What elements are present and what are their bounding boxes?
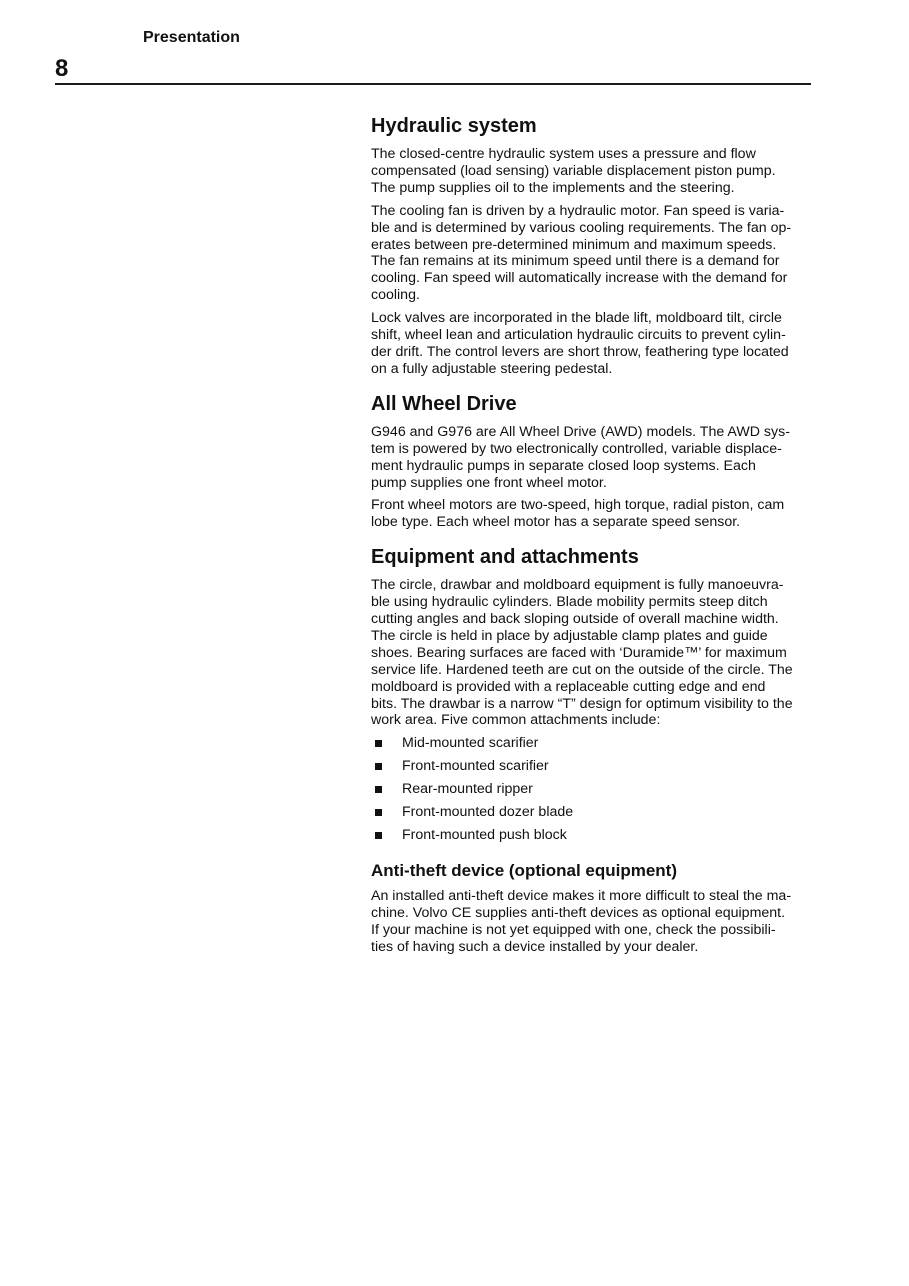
- text-line: lobe type. Each wheel motor has a separate speed sensor.: [371, 514, 741, 531]
- running-head: Presentation: [143, 29, 240, 46]
- text-line: chine. Volvo CE supplies anti-theft devices as optional equipment.: [371, 904, 786, 921]
- list-item: [371, 781, 821, 798]
- text-line: Front wheel motors are two-speed, high torque, radial piston, cam: [371, 497, 785, 514]
- list-item: [371, 758, 821, 775]
- main-column: [371, 114, 821, 970]
- list-item: [371, 827, 821, 844]
- header-rule: [55, 83, 811, 85]
- text-line: shift, wheel lean and articulation hydraulic circuits to prevent cylin-: [371, 327, 786, 344]
- paragraph: [371, 310, 821, 378]
- section-title: Equipment and attachments: [371, 546, 639, 569]
- paragraph: [371, 577, 821, 729]
- text-line: compensated (load sensing) variable displacement piston pump.: [371, 162, 776, 179]
- text-line: work area. Five common attachments include:: [371, 712, 661, 729]
- square-bullet-icon: [375, 740, 382, 747]
- section-hydraulic-system: [371, 114, 821, 378]
- paragraph: [371, 146, 821, 197]
- text-line: der drift. The control levers are short throw, feathering type located: [371, 343, 789, 360]
- text-line: tem is powered by two electronically controlled, variable displace-: [371, 440, 782, 457]
- list-item-text: Front-mounted scarifier: [402, 758, 549, 775]
- text-line: pump supplies one front wheel motor.: [371, 474, 607, 491]
- paragraph: [371, 424, 821, 492]
- paragraph: [371, 497, 821, 531]
- square-bullet-icon: [375, 763, 382, 770]
- text-line: ble and is determined by various cooling requirements. The fan op-: [371, 219, 792, 236]
- paragraph: [371, 888, 821, 956]
- square-bullet-icon: [375, 809, 382, 816]
- text-line: G946 and G976 are All Wheel Drive (AWD) models. The AWD sys-: [371, 423, 790, 440]
- text-line: The pump supplies oil to the implements and the steering.: [371, 179, 735, 196]
- text-line: cutting angles and back sloping outside of overall machine width.: [371, 611, 779, 628]
- list-item-text: Front-mounted push block: [402, 827, 567, 843]
- section-anti-theft-device: [371, 860, 821, 956]
- text-line: ties of having such a device installed by your dealer.: [371, 938, 699, 955]
- list-item: [371, 804, 821, 821]
- section-all-wheel-drive: [371, 392, 821, 531]
- square-bullet-icon: [375, 786, 382, 793]
- page-number: 8: [55, 55, 69, 82]
- section-equipment-and-attachments: [371, 545, 821, 844]
- attachments-list: [371, 735, 821, 844]
- section-title: All Wheel Drive: [371, 392, 517, 415]
- text-line: The circle, drawbar and moldboard equipment is fully manoeuvra-: [371, 577, 784, 594]
- text-line: on a fully adjustable steering pedestal.: [371, 360, 613, 377]
- text-line: Lock valves are incorporated in the blade lift, moldboard tilt, circle: [371, 310, 782, 327]
- paragraph: [371, 203, 821, 304]
- text-line: The cooling fan is driven by a hydraulic motor. Fan speed is varia-: [371, 202, 785, 219]
- text-line: The circle is held in place by adjustable clamp plates and guide: [371, 627, 768, 644]
- text-line: bits. The drawbar is a narrow “T” design for optimum visibility to the: [371, 695, 793, 712]
- text-line: cooling.: [371, 287, 420, 304]
- list-item-text: Rear-mounted ripper: [402, 781, 533, 798]
- text-line: ment hydraulic pumps in separate closed loop systems. Each: [371, 457, 756, 474]
- text-line: service life. Hardened teeth are cut on the outside of the circle. The: [371, 661, 793, 678]
- text-line: cooling. Fan speed will automatically increase with the demand for: [371, 270, 788, 287]
- text-line: If your machine is not yet equipped with one, check the possibili-: [371, 921, 776, 938]
- section-title: Hydraulic system: [371, 115, 537, 137]
- text-line: erates between pre-determined minimum and maximum speeds.: [371, 236, 777, 253]
- list-item: [371, 735, 821, 752]
- list-item-text: Mid-mounted scarifier: [402, 735, 539, 752]
- text-line: shoes. Bearing surfaces are faced with ‘Duramide™’ for maximum: [371, 644, 787, 661]
- text-line: moldboard is provided with a replaceable cutting edge and end: [371, 678, 766, 695]
- section-title: Anti-theft device (optional equipment): [371, 860, 677, 880]
- text-line: The closed-centre hydraulic system uses a pressure and flow: [371, 146, 756, 162]
- text-line: ble using hydraulic cylinders. Blade mobility permits steep ditch: [371, 594, 768, 611]
- text-line: An installed anti-theft device makes it more difficult to steal the ma-: [371, 887, 792, 904]
- list-item-text: Front-mounted dozer blade: [402, 804, 574, 821]
- square-bullet-icon: [375, 832, 382, 839]
- text-line: The fan remains at its minimum speed until there is a demand for: [371, 253, 780, 270]
